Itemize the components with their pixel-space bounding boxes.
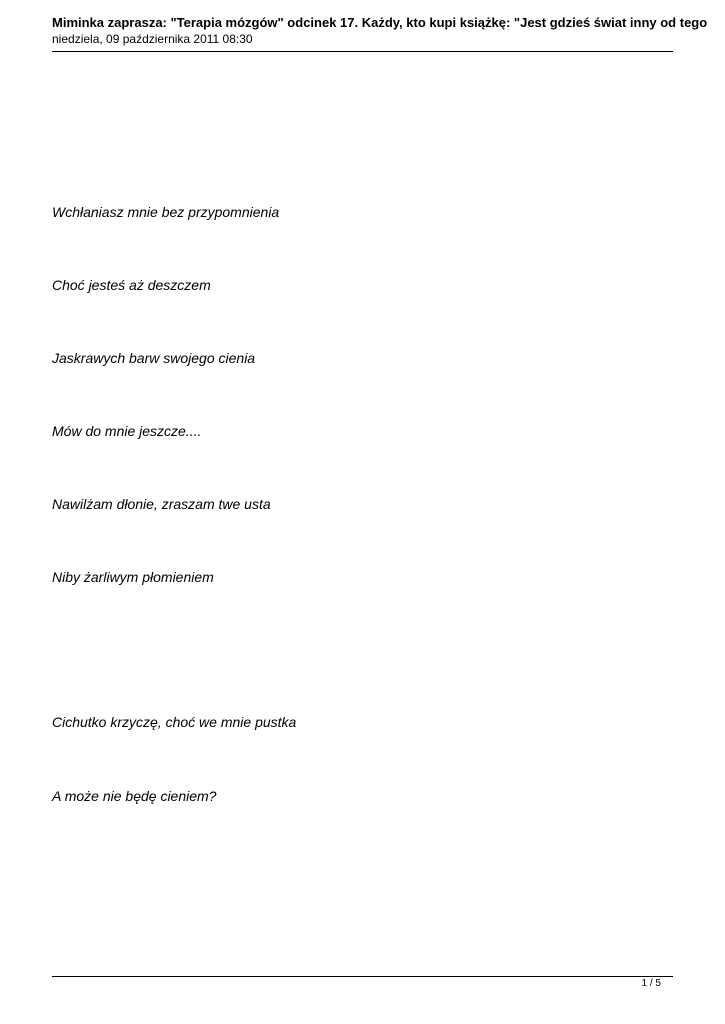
page-number: 1 / 5 bbox=[641, 978, 661, 989]
document-header bbox=[52, 14, 725, 47]
poem-line: Nawilżam dłonie, zraszam twe usta bbox=[52, 496, 271, 512]
poem-line: Jaskrawych barw swojego cienia bbox=[52, 350, 256, 366]
poem-line: Cichutko krzyczę, choć we mnie pustka bbox=[52, 714, 297, 730]
footer-divider bbox=[52, 976, 673, 977]
poem-line: Choć jesteś aż deszczem bbox=[52, 277, 211, 293]
poem-line: A może nie będę cieniem? bbox=[52, 788, 217, 804]
poem-line: Mów do mnie jeszcze.... bbox=[52, 423, 202, 439]
header-divider bbox=[52, 51, 673, 52]
poem-line: Wchłaniasz mnie bez przypomnienia bbox=[52, 204, 280, 220]
document-title: Miminka zaprasza: "Terapia mózgów" odcinek 17. Każdy, kto kupi książkę: "Jest gdzieś świat inny od tego bbox=[52, 15, 708, 30]
document-date: niedziela, 09 października 2011 08:30 bbox=[52, 32, 253, 46]
poem-line: Niby żarliwym płomieniem bbox=[52, 569, 214, 585]
